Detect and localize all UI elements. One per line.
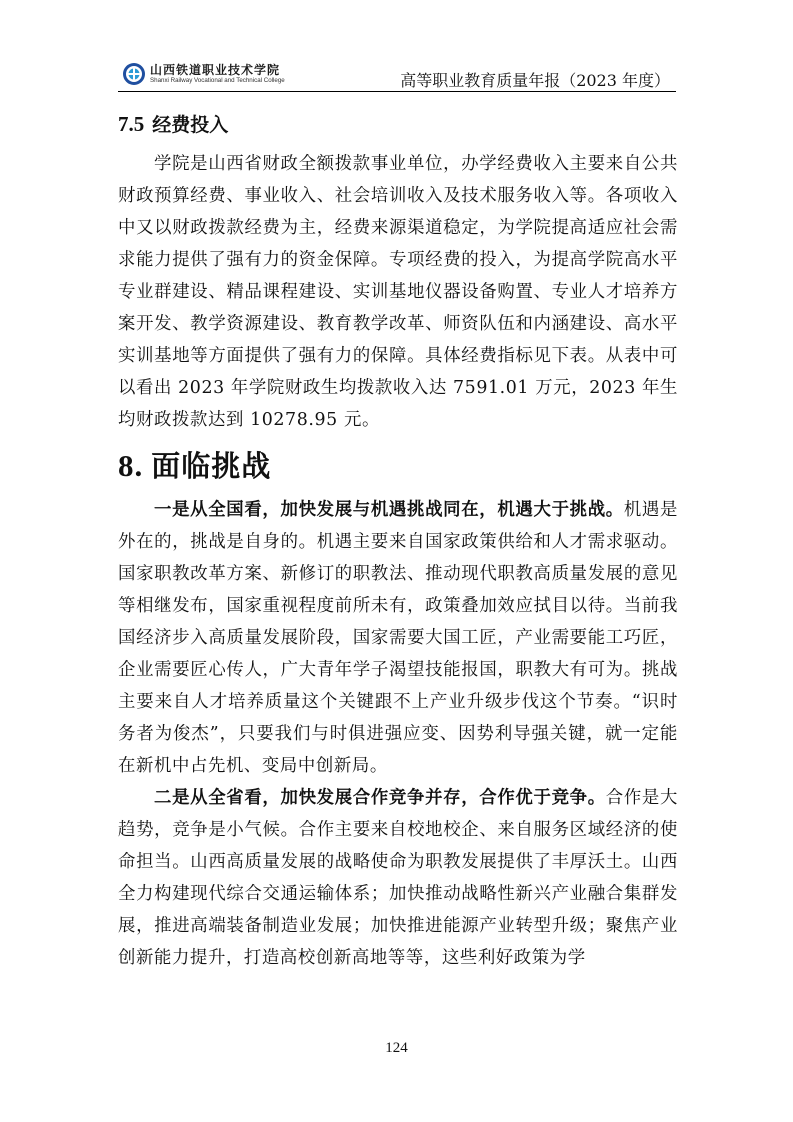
logo-text-en: Shanxi Railway Vocational and Technical College (150, 77, 285, 84)
page-number: 124 (385, 1040, 408, 1056)
page-content (118, 100, 678, 974)
paragraph-body: 机遇是外在的，挑战是自身的。机遇主要来自国家政策供给和人才需求驱动。国家职教改革方案、新修订的职教法、推动现代职教高质量发展的意见等相继发布，国家重视程度前所未有，政策叠加效应拭目以待。当前我国经济步入高质量发展阶段，国家需要大国工匠，产业需要能工巧匠，企业需要匠心传人，广大青年学子渴望技能报国，职教大有可为。挑战主要来自人才培养质量这个关键跟不上产业升级步伐这个节奏。“识时务者为俊杰”，只要我们与时俱进强应变、因势利导强关键，就一定能在新机中占先机、变局中创新局。 (118, 500, 678, 776)
college-seal-icon (122, 62, 146, 86)
report-title: 高等职业教育质量年报（2023 年度） (400, 71, 670, 90)
header-divider (118, 91, 676, 92)
logo-text-cn: 山西铁道职业技术学院 (150, 63, 281, 77)
section-number: 7.5 (118, 112, 145, 136)
paragraph-lead: 一是从全国看，加快发展与机遇挑战同在，机遇大于挑战。 (154, 500, 624, 520)
section-number: 8. (118, 448, 144, 483)
section-title: 面临挑战 (151, 449, 272, 483)
section-8-heading (118, 442, 678, 490)
paragraph-body: 合作是大趋势，竞争是小气候。合作主要来自校地校企、来自服务区域经济的使命担当。山西高质量发展的战略使命为职教发展提供了丰厚沃土。山西全力构建现代综合交通运输体系；加快推动战略性新兴产业融合集群发展，推进高端装备制造业发展；加快推进能源产业转型升级；聚焦产业创新能力提升，打造高校创新高地等等，这些利好政策为学 (118, 788, 678, 968)
college-logo (122, 58, 392, 90)
national-challenge-paragraph (118, 494, 678, 782)
section-7-5-heading (118, 106, 678, 142)
section-title: 经费投入 (152, 114, 229, 136)
provincial-challenge-paragraph (118, 782, 678, 974)
paragraph-lead: 二是从全省看，加快发展合作竞争并存，合作优于竞争。 (154, 788, 606, 808)
funding-paragraph: 学院是山西省财政全额拨款事业单位，办学经费收入主要来自公共财政预算经费、事业收入、社会培训收入及技术服务收入等。各项收入中又以财政拨款经费为主，经费来源渠道稳定，为学院提高适应社会需求能力提供了强有力的资金保障。专项经费的投入，为提高学院高水平专业群建设、精品课程建设、实训基地仪器设备购置、专业人才培养方案开发、教学资源建设、教育教学改革、师资队伍和内涵建设、高水平实训基地等方面提供了强有力的保障。具体经费指标见下表。从表中可以看出 2023 年学院财政生均拨款收入达 7591.01 万元，2023 年生均财政拨款达到 10278.95 元。 (118, 154, 678, 430)
page-header (118, 56, 676, 92)
